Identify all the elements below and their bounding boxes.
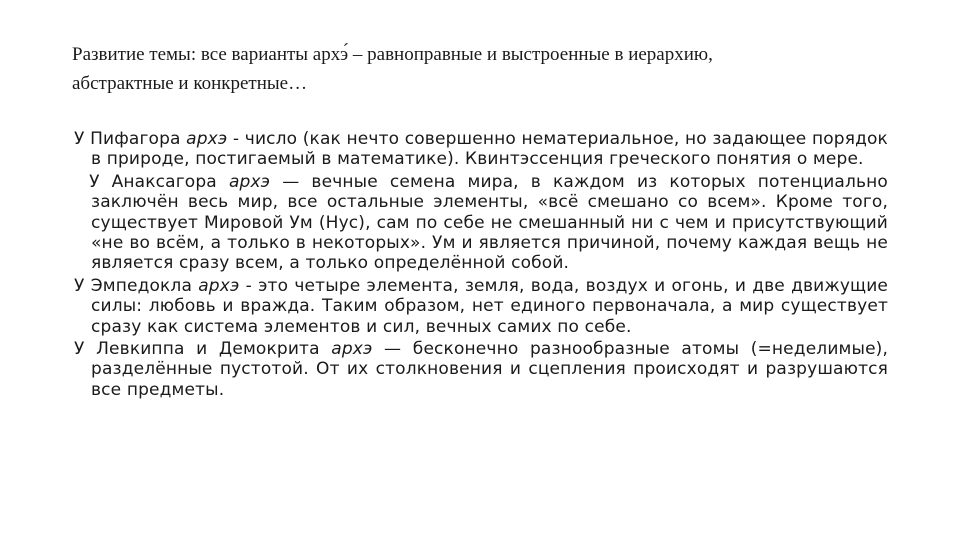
heading-line-2: абстрактные и конкретные… [72,73,308,94]
term-arche: архэ [228,171,271,192]
paragraph-prefix: У Эмпедокла [74,275,199,296]
paragraph-empedocles [74,276,888,337]
term-arche: архэ [198,275,240,296]
paragraph-text: — бесконечно разнообразные атомы (=неделимые), разделённые пустотой. От их столкновения и сцепления происходят и разрушаются все предметы. [91,339,889,400]
heading-line-1: Развитие темы: все варианты архэ́ – равноправные и выстроенные в иерархию, [72,44,713,65]
slide-heading [72,40,902,98]
paragraph-text: - число (как нечто совершенно нематериальное, но задающее порядок в природе, постигаемый в математике). Квинтэссенция греческого понятия о мере. [91,129,888,170]
paragraph-text: — вечные семена мира, в каждом из которых потенциально заключён весь мир, все остальные элементы, «всё смешано со всем». Кроме того, существует Мировой Ум (Нус), сам по себе не смешанный ни с чем и присутствующий «не во всём, а только в некоторых». Ум и является причиной, почему каждая вещь не является сразу всем, а только определённой собой. [91,171,888,274]
paragraph-prefix: У Левкиппа и Демокрита [74,339,332,360]
paragraph-leucippus-democritus [74,339,888,400]
paragraph-text: - это четыре элемента, земля, вода, воздух и огонь, и две движущие силы: любовь и вражда. Таким образом, нет единого первоначала, а мир существует сразу как система элементов и сил, вечных самих по себе. [91,275,888,337]
paragraph-prefix: У Анаксагора [89,171,229,192]
term-arche: архэ [186,129,228,149]
slide-body [74,129,888,400]
term-arche: архэ [331,339,373,360]
paragraph-anaxagoras [74,172,888,274]
paragraph-prefix: У Пифагора [74,129,187,149]
paragraph-pythagoras [74,129,888,170]
